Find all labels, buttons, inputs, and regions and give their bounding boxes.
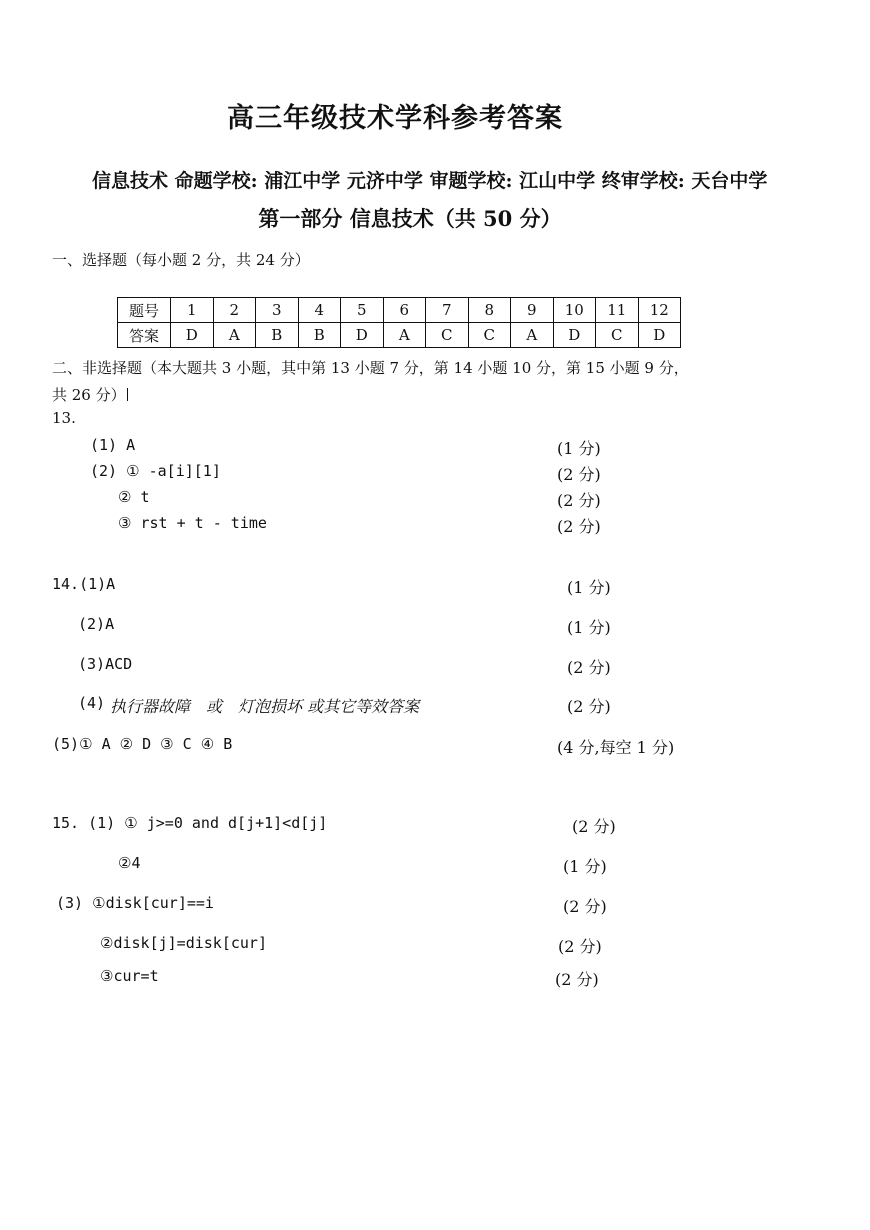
table-cell-number: 5 (341, 298, 384, 323)
section-nonchoice-heading-line2: 共 26 分） (52, 386, 126, 404)
q14-score-5: (4 分,每空 1 分) (557, 738, 675, 757)
table-cell-number: 4 (298, 298, 341, 323)
q15-score-5: (2 分) (555, 970, 599, 989)
table-cell-answer: D (171, 323, 214, 348)
table-cell-number: 1 (171, 298, 214, 323)
section-choice-heading: 一、选择题（每小题 2 分，共 24 分） (52, 251, 310, 269)
table-cell-number: 6 (383, 298, 426, 323)
q13-answer-1: (1) A (90, 436, 136, 454)
table-cell-answer: D (638, 323, 681, 348)
table-cell-number: 10 (553, 298, 596, 323)
table-cell-number: 2 (213, 298, 256, 323)
q13-answer-3: ② t (118, 488, 150, 506)
table-cell-answer: A (213, 323, 256, 348)
q14-answer-5: (5)① A ② D ③ C ④ B (52, 735, 233, 753)
table-cell-answer: A (383, 323, 426, 348)
table-cell-answer: D (553, 323, 596, 348)
q13-score-2: (2 分) (557, 465, 601, 484)
q15-score-1: (2 分) (572, 817, 616, 836)
table-cell-number: 11 (596, 298, 639, 323)
table-row-numbers (118, 298, 681, 323)
q15-answer-4: ②disk[j]=disk[cur] (100, 934, 267, 952)
q14-answer-1: 14.(1)A (52, 575, 116, 593)
table-cell-answer: C (596, 323, 639, 348)
q15-answer-3: (3) ①disk[cur]==i (56, 894, 214, 912)
table-cell-answer: C (468, 323, 511, 348)
q14-answer-2: (2)A (78, 615, 115, 633)
table-cell-answer: A (511, 323, 554, 348)
table-cell-number: 3 (256, 298, 299, 323)
document-title: 高三年级技术学科参考答案 (227, 103, 563, 134)
q15-score-3: (2 分) (563, 897, 607, 916)
table-cell-answer: B (298, 323, 341, 348)
table-cell-answer: C (426, 323, 469, 348)
q14-answer-4: 执行器故障 或 灯泡损坏 或其它等效答案 (110, 697, 420, 716)
q14-score-3: (2 分) (567, 658, 611, 677)
q13-score-4: (2 分) (557, 517, 601, 536)
table-cell-answer: D (341, 323, 384, 348)
q15-score-4: (2 分) (558, 937, 602, 956)
answer-table (117, 297, 681, 348)
table-row-answers (118, 323, 681, 348)
table-header-label: 题号 (118, 298, 171, 323)
q13-score-1: (1 分) (557, 439, 601, 458)
table-cell-number: 12 (638, 298, 681, 323)
section-nonchoice-heading-line1: 二、非选择题（本大题共 3 小题，其中第 13 小题 7 分，第 14 小题 10 分，第 15 小题 9 分， (52, 359, 689, 377)
table-cell-number: 9 (511, 298, 554, 323)
q15-answer-5: ③cur=t (100, 967, 159, 985)
part-title: 第一部分 信息技术（共 50 分） (258, 206, 562, 231)
q13-number: 13. (52, 409, 76, 427)
q15-score-2: (1 分) (563, 857, 607, 876)
q14-score-2: (1 分) (567, 618, 611, 637)
q14-answer-3: (3)ACD (78, 655, 133, 673)
school-info-line: 信息技术 命题学校: 浦江中学 元济中学 审题学校: 江山中学 终审学校: 天台中学 (92, 170, 768, 192)
q15-answer-1: 15. (1) ① j>=0 and d[j+1]<d[j] (52, 814, 328, 832)
q13-answer-4: ③ rst + t - time (118, 514, 267, 532)
q14-score-1: (1 分) (567, 578, 611, 597)
table-cell-number: 8 (468, 298, 511, 323)
q13-answer-2: (2) ① -a[i][1] (90, 462, 221, 480)
q15-answer-2: ②4 (118, 854, 141, 872)
table-cell-answer: B (256, 323, 299, 348)
q14-score-4: (2 分) (567, 697, 611, 716)
table-answer-label: 答案 (118, 323, 171, 348)
q14-answer-4-label: (4) (78, 694, 106, 712)
q13-score-3: (2 分) (557, 491, 601, 510)
table-cell-number: 7 (426, 298, 469, 323)
